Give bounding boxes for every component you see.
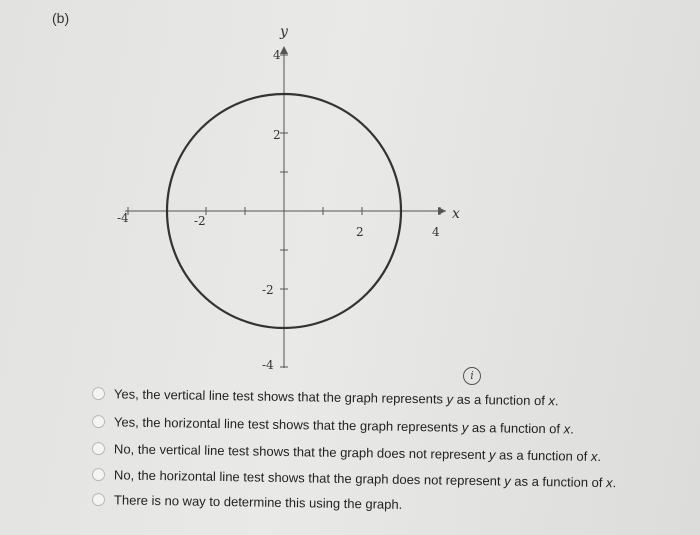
x-tick-label-4: 4 xyxy=(432,225,440,239)
answer-option-3[interactable] xyxy=(92,441,601,464)
answer-option-1[interactable] xyxy=(92,386,559,408)
x-tick-label-neg4: -4 xyxy=(117,211,129,225)
x-tick-label-2: 2 xyxy=(356,225,364,239)
info-icon[interactable]: i xyxy=(463,367,481,385)
y-tick-label-2: 2 xyxy=(273,128,281,142)
y-axis-arrow xyxy=(280,46,288,54)
answer-option-4[interactable] xyxy=(92,467,616,490)
radio-button[interactable] xyxy=(92,415,105,428)
radio-button[interactable] xyxy=(92,493,105,506)
option-label: There is no way to determine this using the graph. xyxy=(113,492,403,512)
x-tick-label-neg2: -2 xyxy=(194,214,206,228)
x-axis-arrow xyxy=(438,207,446,215)
option-label: Yes, the horizontal line test shows that the graph represents y as a function of x. xyxy=(113,414,574,437)
answer-option-2[interactable] xyxy=(92,414,574,437)
part-label: (b) xyxy=(52,10,70,26)
y-tick-label-4: 4 xyxy=(273,48,281,62)
option-label: No, the horizontal line test shows that the graph does not represent y as a function of x. xyxy=(113,467,617,491)
radio-button[interactable] xyxy=(92,442,105,455)
radio-button[interactable] xyxy=(92,468,105,481)
option-label: No, the vertical line test shows that the graph does not represent y as a function of x. xyxy=(113,441,602,464)
x-axis-label: x xyxy=(452,206,460,222)
y-tick-label-neg4: -4 xyxy=(262,358,274,372)
radio-button[interactable] xyxy=(92,387,105,400)
answer-option-5[interactable] xyxy=(92,492,403,512)
y-axis-label: y xyxy=(280,24,288,40)
y-tick-label-neg2: -2 xyxy=(262,283,274,297)
option-label: Yes, the vertical line test shows that the graph represents y as a function of x. xyxy=(113,386,559,409)
